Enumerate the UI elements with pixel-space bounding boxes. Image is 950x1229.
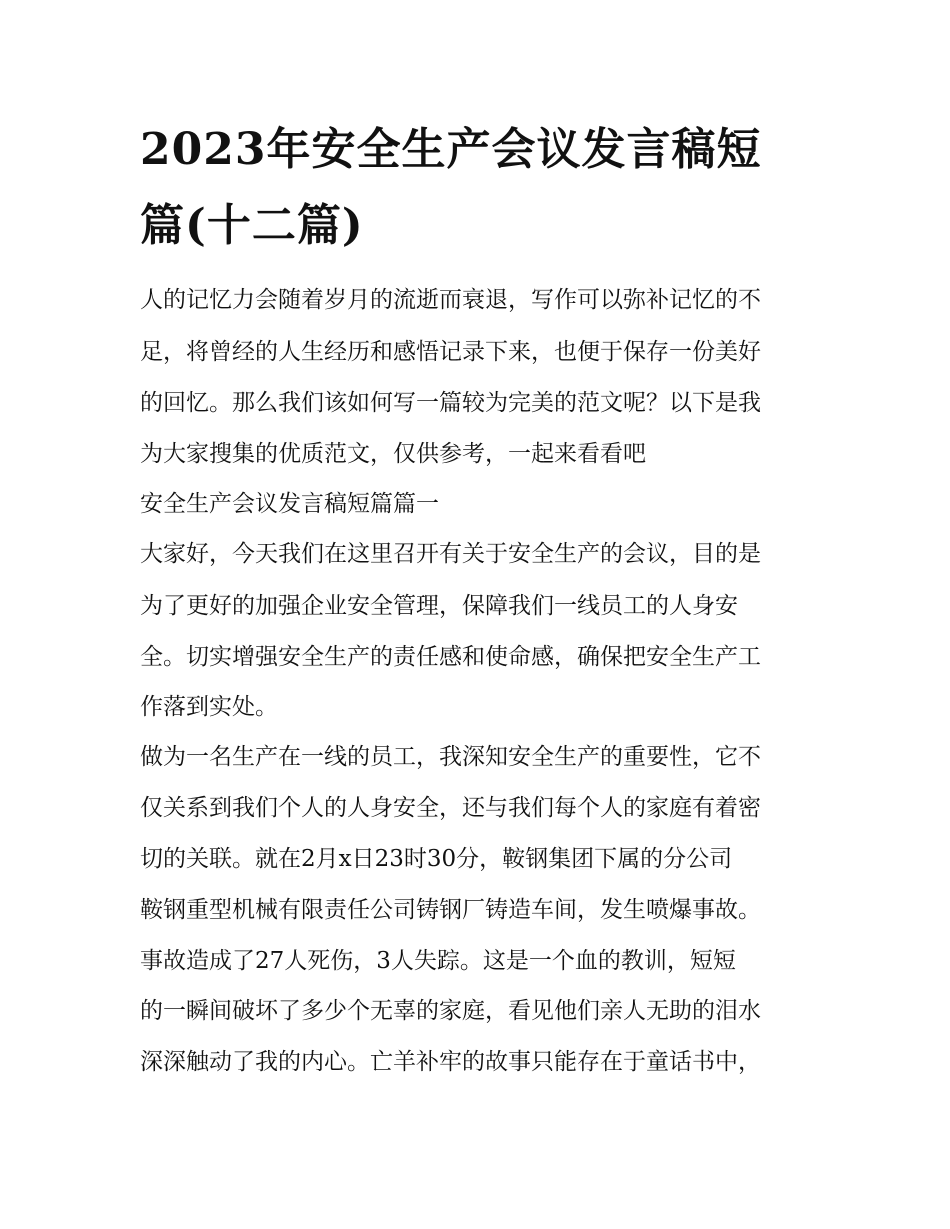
title-line-2: 篇(十二篇) [140,200,364,251]
title-line-1: 2023年安全生产会议发言稿短 [140,124,762,175]
paragraph-2-line-7: 深深触动了我的内心。亡羊补牢的故事只能存在于童话书中， [140,1049,761,1075]
intro-line-3: 的回忆。那么我们该如何写一篇较为完美的范文呢？以下是我 [140,390,761,416]
paragraph-2-line-3: 切的关联。就在2月x日23时30分，鞍钢集团下属的分公司 [140,846,733,872]
intro-line-1: 人的记忆力会随着岁月的流逝而衰退，写作可以弥补记忆的不 [140,287,761,313]
intro-line-4: 为大家搜集的优质范文，仅供参考，一起来看看吧 [140,441,646,467]
paragraph-2-line-2: 仅关系到我们个人的人身安全，还与我们每个人的家庭有着密 [140,795,761,821]
paragraph-1-line-4: 作落到实处。 [140,694,278,720]
paragraph-2-line-5: 事故造成了27人死伤，3人失踪。这是一个血的教训，短短 [140,948,736,974]
section-heading: 安全生产会议发言稿短篇篇一 [140,491,439,517]
paragraph-1-line-3: 全。切实增强安全生产的责任感和使命感，确保把安全生产工 [140,644,761,670]
intro-line-2: 足，将曾经的人生经历和感悟记录下来，也便于保存一份美好 [140,339,761,365]
paragraph-2-line-4: 鞍钢重型机械有限责任公司铸钢厂铸造车间，发生喷爆事故。 [140,897,761,923]
document-title [140,112,820,264]
paragraph-1-line-1: 大家好，今天我们在这里召开有关于安全生产的会议，目的是 [140,541,761,567]
paragraph-2-line-6: 的一瞬间破坏了多少个无辜的家庭，看见他们亲人无助的泪水 [140,998,761,1024]
paragraph-1-line-2: 为了更好的加强企业安全管理，保障我们一线员工的人身安 [140,593,738,619]
paragraph-2-line-1: 做为一名生产在一线的员工，我深知安全生产的重要性，它不 [140,744,761,770]
